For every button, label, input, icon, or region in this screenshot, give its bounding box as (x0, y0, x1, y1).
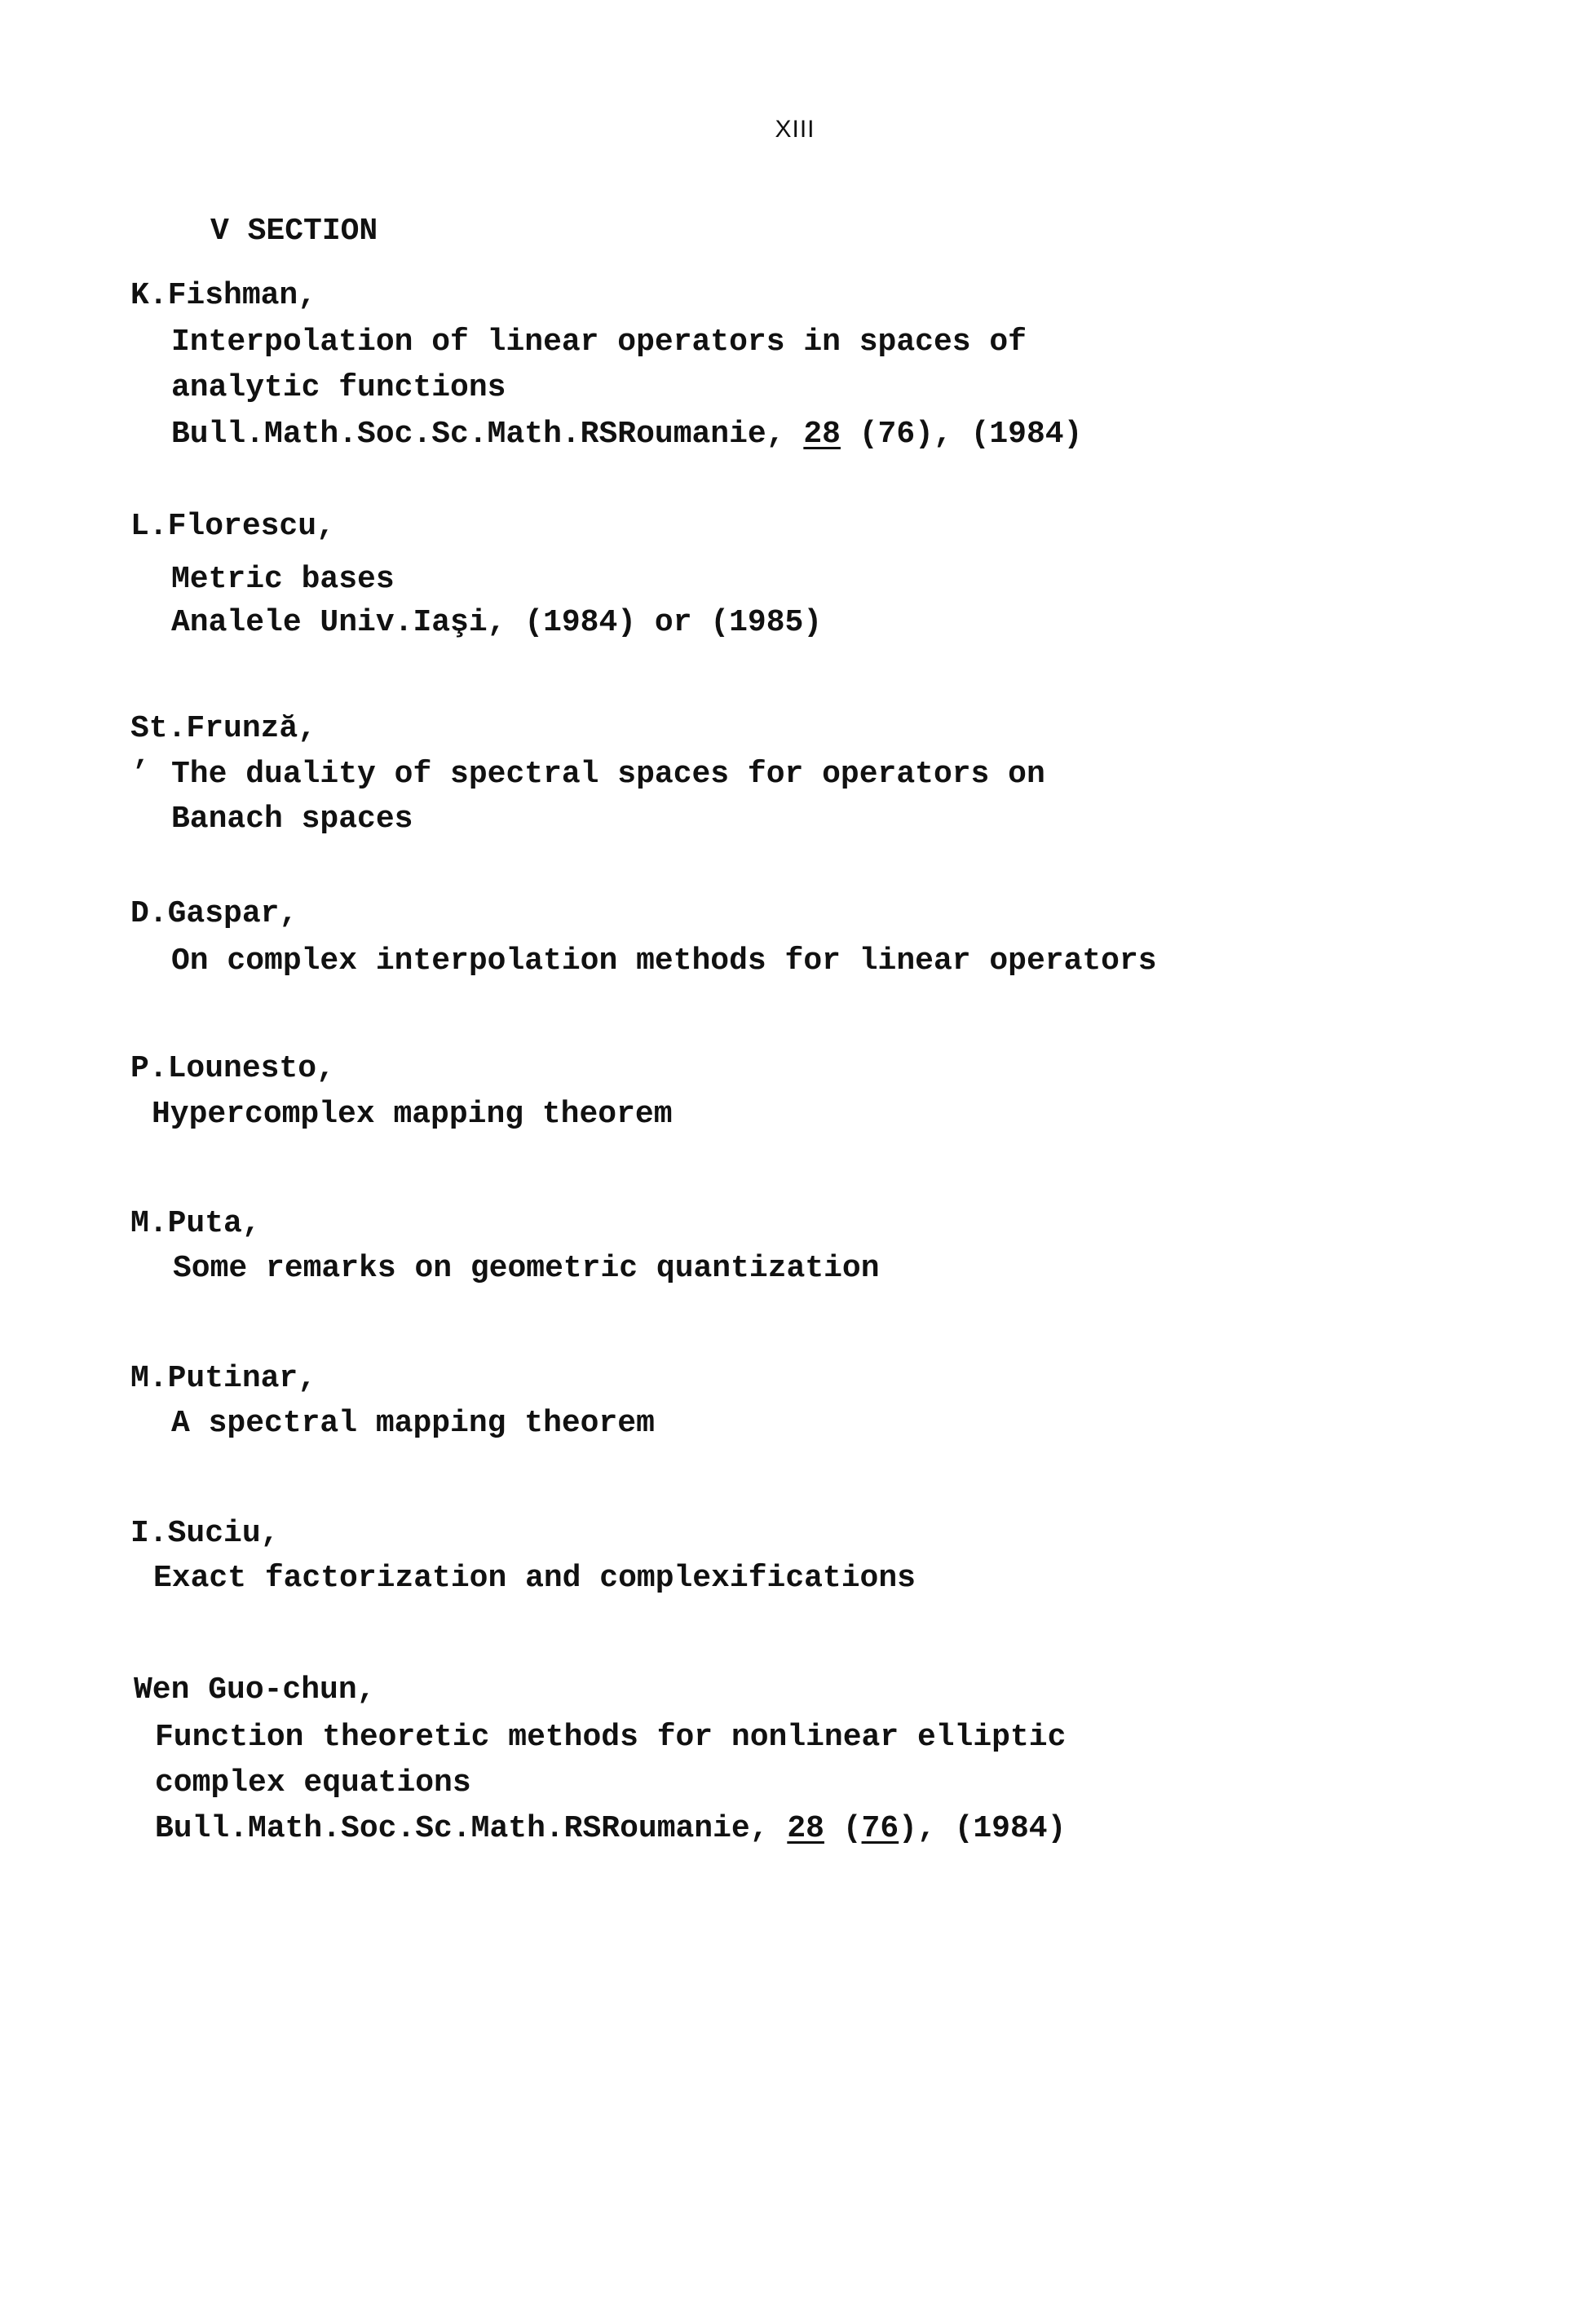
stray-comma-mark: , (133, 739, 151, 772)
entry-title-line: Some remarks on geometric quantization (173, 1251, 880, 1286)
reference-journal: Bull.Math.Soc.Sc.Math.RSRoumanie, (171, 417, 804, 452)
entry-author: D.Gaspar, (130, 896, 298, 931)
entry-title-line: Exact factorization and complexifications (153, 1561, 916, 1596)
section-title: V SECTION (210, 214, 378, 249)
entry-title-line: On complex interpolation methods for linear operators (171, 943, 1157, 979)
entry-title-line: analytic functions (171, 370, 506, 405)
entry-author: St.Frunză, (130, 711, 317, 746)
entry-reference (155, 1811, 1067, 1846)
entry-author: M.Putinar, (130, 1361, 317, 1396)
entry-author: M.Puta, (130, 1206, 261, 1241)
entry-reference: Analele Univ.Iaşi, (1984) or (1985) (171, 605, 823, 640)
page-number: XIII (775, 116, 815, 143)
entry-title-line: complex equations (155, 1765, 471, 1800)
entry-title-line: Banach spaces (171, 802, 413, 837)
entry-title-line: The duality of spectral spaces for operators on (171, 757, 1045, 792)
entry-author: K.Fishman, (130, 278, 317, 313)
entry-reference (171, 419, 1082, 450)
entry-author: P.Lounesto, (130, 1051, 335, 1086)
reference-issue-year: (76), (1984) (840, 417, 1083, 452)
reference-issue: 76 (861, 1811, 899, 1846)
reference-year: , (1984) (916, 1811, 1067, 1846)
entry-title-line: Function theoretic methods for nonlinear elliptic (155, 1720, 1067, 1755)
entry-author: I.Suciu, (130, 1516, 280, 1551)
reference-issue-close: ) (899, 1811, 917, 1846)
entry-title-line: Interpolation of linear operators in spaces of (171, 325, 1027, 360)
reference-volume: 28 (787, 1811, 824, 1846)
entry-author: Wen Guo-chun, (134, 1672, 376, 1708)
reference-volume: 28 (803, 417, 841, 452)
entry-author: L.Florescu, (130, 509, 335, 544)
entry-title-line: A spectral mapping theorem (171, 1406, 655, 1441)
reference-issue-open: ( (824, 1811, 862, 1846)
reference-journal: Bull.Math.Soc.Sc.Math.RSRoumanie, (155, 1811, 788, 1846)
entry-title-line: Metric bases (171, 562, 395, 597)
entry-title-line: Hypercomplex mapping theorem (152, 1097, 673, 1132)
